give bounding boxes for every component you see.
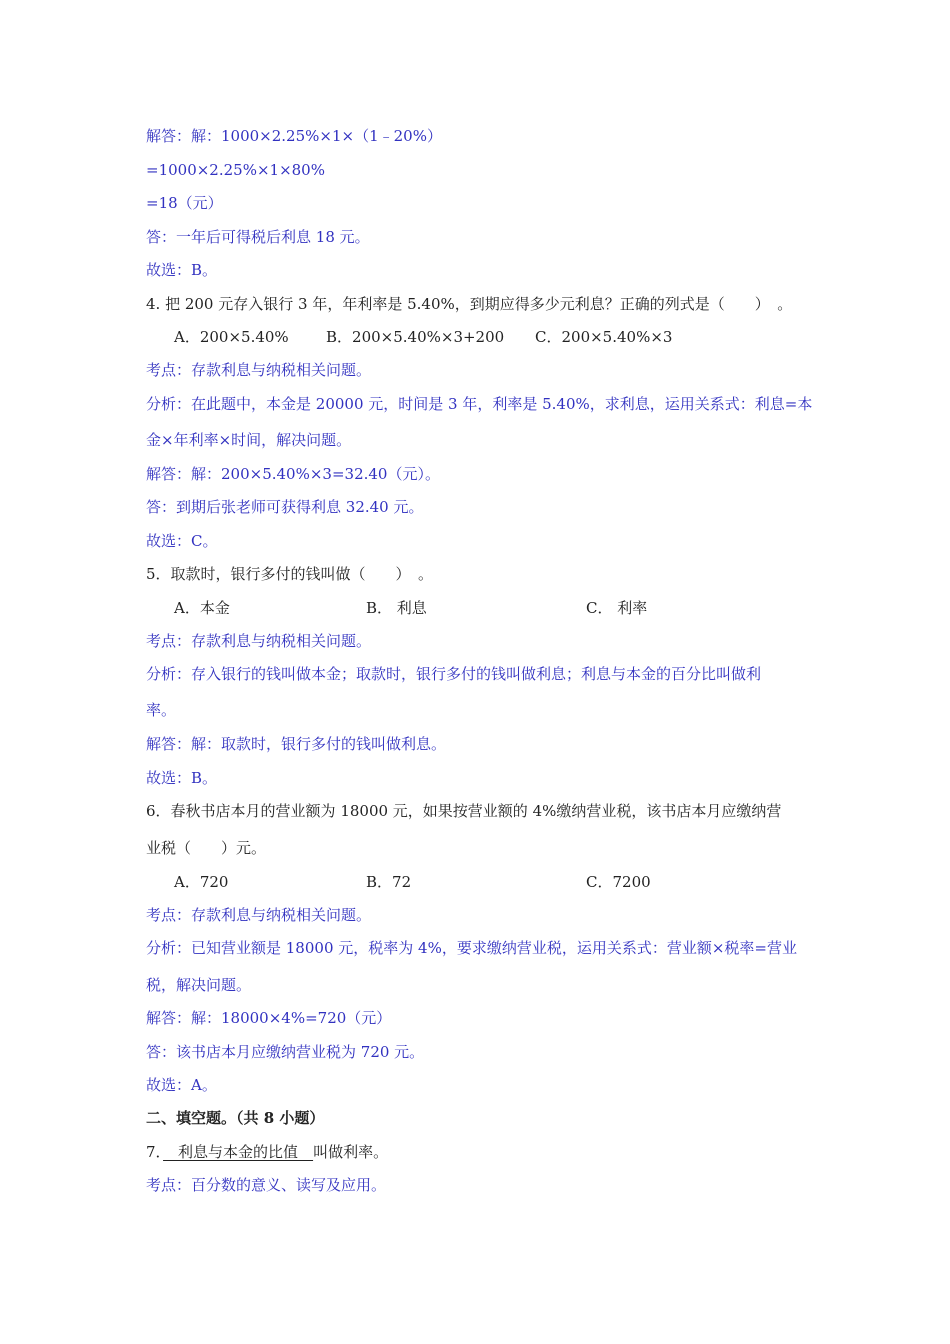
knowledge-point: 考点：存款利息与纳税相关问题。 (146, 361, 372, 379)
option-b: B．72 (366, 873, 412, 891)
option-c: C． 利率 (586, 599, 648, 617)
option-b: B．200×5.40%×3+200 (326, 328, 505, 346)
answer-line: 答：该书店本月应缴纳营业税为 720 元。 (146, 1043, 425, 1061)
solution-line: 解答：解：18000×4%=720（元） (146, 1009, 392, 1027)
choice-line: 故选：A。 (146, 1076, 217, 1094)
question-number: 7． (146, 1143, 164, 1161)
solution-line: =18（元） (146, 194, 223, 212)
option-a: A．720 (174, 873, 229, 891)
answer-line: 答：一年后可得税后利息 18 元。 (146, 228, 370, 246)
question-text: 叫做利率。 (313, 1143, 389, 1161)
question-7 (146, 1142, 388, 1162)
analysis-line: 分析：已知营业额是 18000 元，税率为 4%，要求缴纳营业税，运用关系式：营业额×税率=营业 (146, 939, 797, 957)
solution-line: 解答：解：200×5.40%×3=32.40（元）。 (146, 465, 440, 483)
option-a: A．本金 (174, 599, 230, 617)
option-c: C．7200 (586, 873, 651, 891)
option-b: B． 利息 (366, 599, 427, 617)
question-6-continued: 业税（ ）元。 (146, 839, 267, 857)
option-a: A．200×5.40% (174, 328, 289, 346)
section-heading: 二、填空题。（共 8 小题） (146, 1109, 325, 1127)
analysis-line: 率。 (146, 701, 177, 719)
option-c: C．200×5.40%×3 (535, 328, 673, 346)
solution-line: 解答：解：取款时，银行多付的钱叫做利息。 (146, 735, 447, 753)
solution-line: 解答：解：1000×2.25%×1×（1﹣20%） (146, 127, 442, 145)
answer-line: 答：到期后张老师可获得利息 32.40 元。 (146, 498, 424, 516)
analysis-line: 分析：存入银行的钱叫做本金；取款时，银行多付的钱叫做利息；利息与本金的百分比叫做利 (146, 665, 762, 683)
solution-line: =1000×2.25%×1×80% (146, 161, 325, 179)
question-6: 6．春秋书店本月的营业额为 18000 元，如果按营业额的 4%缴纳营业税，该书店本月应缴纳营 (146, 802, 782, 820)
choice-line: 故选：B。 (146, 261, 218, 279)
question-4: 4. 把 200 元存入银行 3 年，年利率是 5.40%，到期应得多少元利息？正确的列式是（ ） 。 (146, 295, 793, 313)
choice-line: 故选：B。 (146, 769, 218, 787)
analysis-line: 税，解决问题。 (146, 976, 252, 994)
question-5: 5．取款时，银行多付的钱叫做（ ） 。 (146, 565, 434, 583)
knowledge-point: 考点：存款利息与纳税相关问题。 (146, 632, 372, 650)
knowledge-point: 考点：百分数的意义、读写及应用。 (146, 1176, 387, 1194)
analysis-line: 金×年利率×时间，解决问题。 (146, 431, 352, 449)
choice-line: 故选：C。 (146, 532, 218, 550)
underlined-answer: 利息与本金的比值 (163, 1143, 314, 1161)
knowledge-point: 考点：存款利息与纳税相关问题。 (146, 906, 372, 924)
analysis-line: 分析：在此题中，本金是 20000 元，时间是 3 年，利率是 5.40%，求利息，运用关系式：利息=本 (146, 395, 813, 413)
